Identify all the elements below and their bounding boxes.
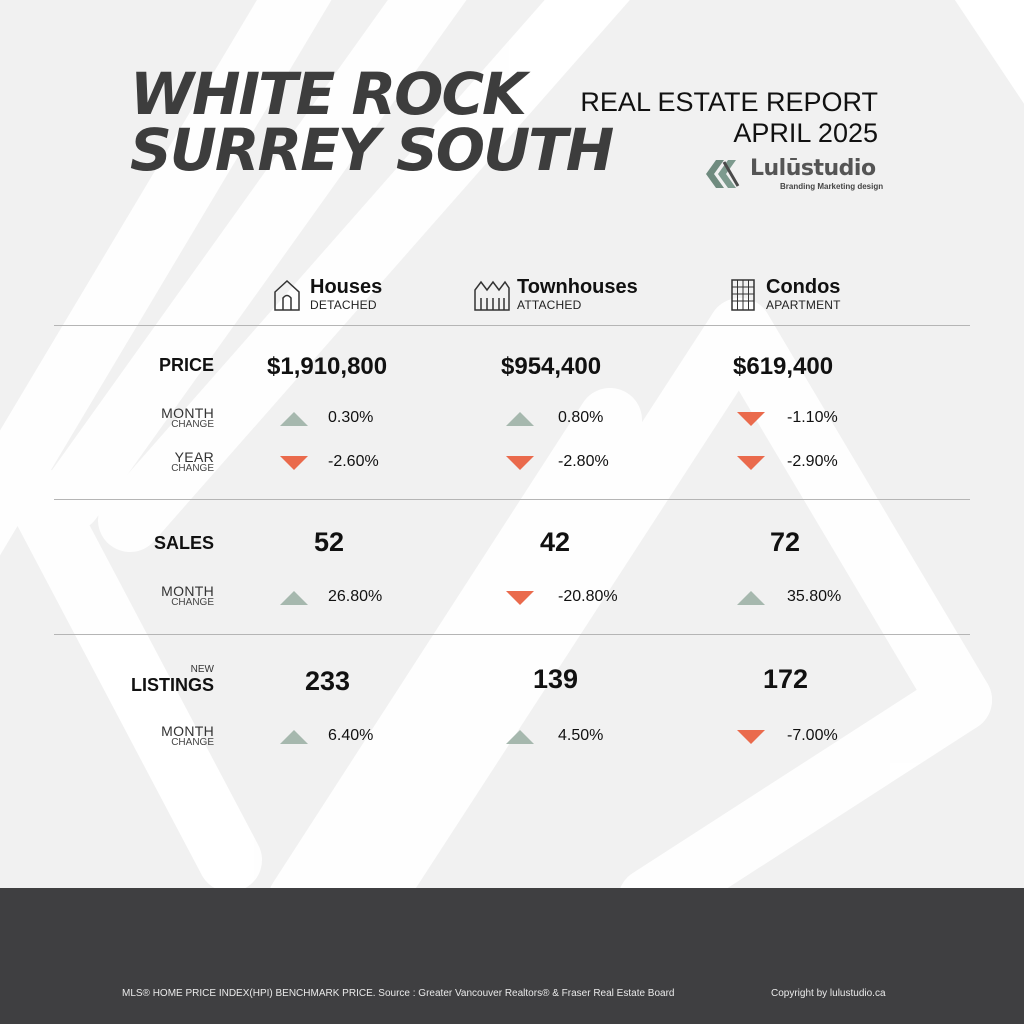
new-label: NEW xyxy=(190,664,214,675)
report-title: REAL ESTATE REPORT xyxy=(580,87,878,117)
price-label: PRICE xyxy=(158,355,214,375)
report-date: APRIL 2025 xyxy=(733,118,878,148)
month-change-label: MONTH CHANGE xyxy=(161,405,214,430)
logo-mark-icon xyxy=(704,158,742,190)
brand-logo xyxy=(704,156,884,196)
logo-tagline: Branding Marketing design xyxy=(780,182,884,191)
column-subtitle: DETACHED xyxy=(310,298,377,312)
up-arrow-icon xyxy=(280,412,308,426)
down-arrow-icon xyxy=(506,591,534,605)
column-name: Condos xyxy=(766,276,841,298)
townhouse-icon xyxy=(473,278,511,312)
up-arrow-icon xyxy=(280,730,308,744)
column-name: Houses xyxy=(310,276,383,298)
listings-value-houses: 233 xyxy=(305,666,351,696)
up-arrow-icon xyxy=(506,730,534,744)
title-line-1: WHITE ROCK xyxy=(130,60,525,128)
up-arrow-icon xyxy=(737,591,765,605)
column-name: Townhouses xyxy=(517,276,638,298)
down-arrow-icon xyxy=(506,456,534,470)
down-arrow-icon xyxy=(737,456,765,470)
sales-label: SALES xyxy=(153,533,214,553)
column-subtitle: ATTACHED xyxy=(517,298,582,312)
listings-label: LISTINGS xyxy=(130,675,214,695)
footer-bar xyxy=(0,888,1024,1024)
price-value-townhouses: $954,400 xyxy=(501,353,602,380)
month-change-label: MONTH CHANGE xyxy=(161,723,214,748)
up-arrow-icon xyxy=(506,412,534,426)
title-line-2: SURREY SOUTH xyxy=(130,116,613,184)
sales-value-condos: 72 xyxy=(770,527,801,557)
sales-value-townhouses: 42 xyxy=(540,527,571,557)
divider xyxy=(54,634,970,635)
sales-value-houses: 52 xyxy=(314,527,345,557)
down-arrow-icon xyxy=(737,730,765,744)
divider xyxy=(54,325,970,326)
report-heading xyxy=(580,87,878,149)
report-canvas: WHITE ROCK SURREY SOUTH REAL ESTATE REPORT APRIL 2025 Lulūstudio Branding Marketing design Houses DETACHED Townhouses ATTACHED Condos APARTMENT PRICE $1,910,800 $954,400 $619,400 MONTH CHANGE 0.30% 0.80% -1.10% YEAR CHANGE -2.60% -2.80% -2.90% SALES 52 42 72 MONTH CHANGE 26.80% -20.80% 35.80% NEW LISTINGS 233 139 172 MONTH CHANGE 6.40% 4.50% -7.00% MLS® HOME PRICE INDEX(HPI) BENCHMARK PRICE. Source : Greater Vancouver Realtors® & Fraser Real Estate Board Copyright by lulustudio.ca xyxy=(0,0,1024,1024)
listings-value-townhouses: 139 xyxy=(533,664,579,694)
year-change-label: YEAR CHANGE xyxy=(171,449,214,474)
month-change-label: MONTH CHANGE xyxy=(161,583,214,608)
divider xyxy=(54,499,970,500)
logo-name: Lulūstudio xyxy=(750,156,876,181)
column-subtitle: APARTMENT xyxy=(766,298,841,312)
footer-copyright: Copyright by lulustudio.ca xyxy=(771,988,886,999)
price-value-condos: $619,400 xyxy=(733,353,834,380)
page-title xyxy=(130,60,613,184)
house-icon xyxy=(273,278,301,312)
condo-building-icon xyxy=(730,278,758,312)
footer-source: MLS® HOME PRICE INDEX(HPI) BENCHMARK PRICE. Source : Greater Vancouver Realtors® & Fraser Real Estate Board xyxy=(122,988,675,999)
price-value-houses: $1,910,800 xyxy=(267,353,388,380)
up-arrow-icon xyxy=(280,591,308,605)
listings-value-condos: 172 xyxy=(763,664,809,694)
down-arrow-icon xyxy=(737,412,765,426)
down-arrow-icon xyxy=(280,456,308,470)
